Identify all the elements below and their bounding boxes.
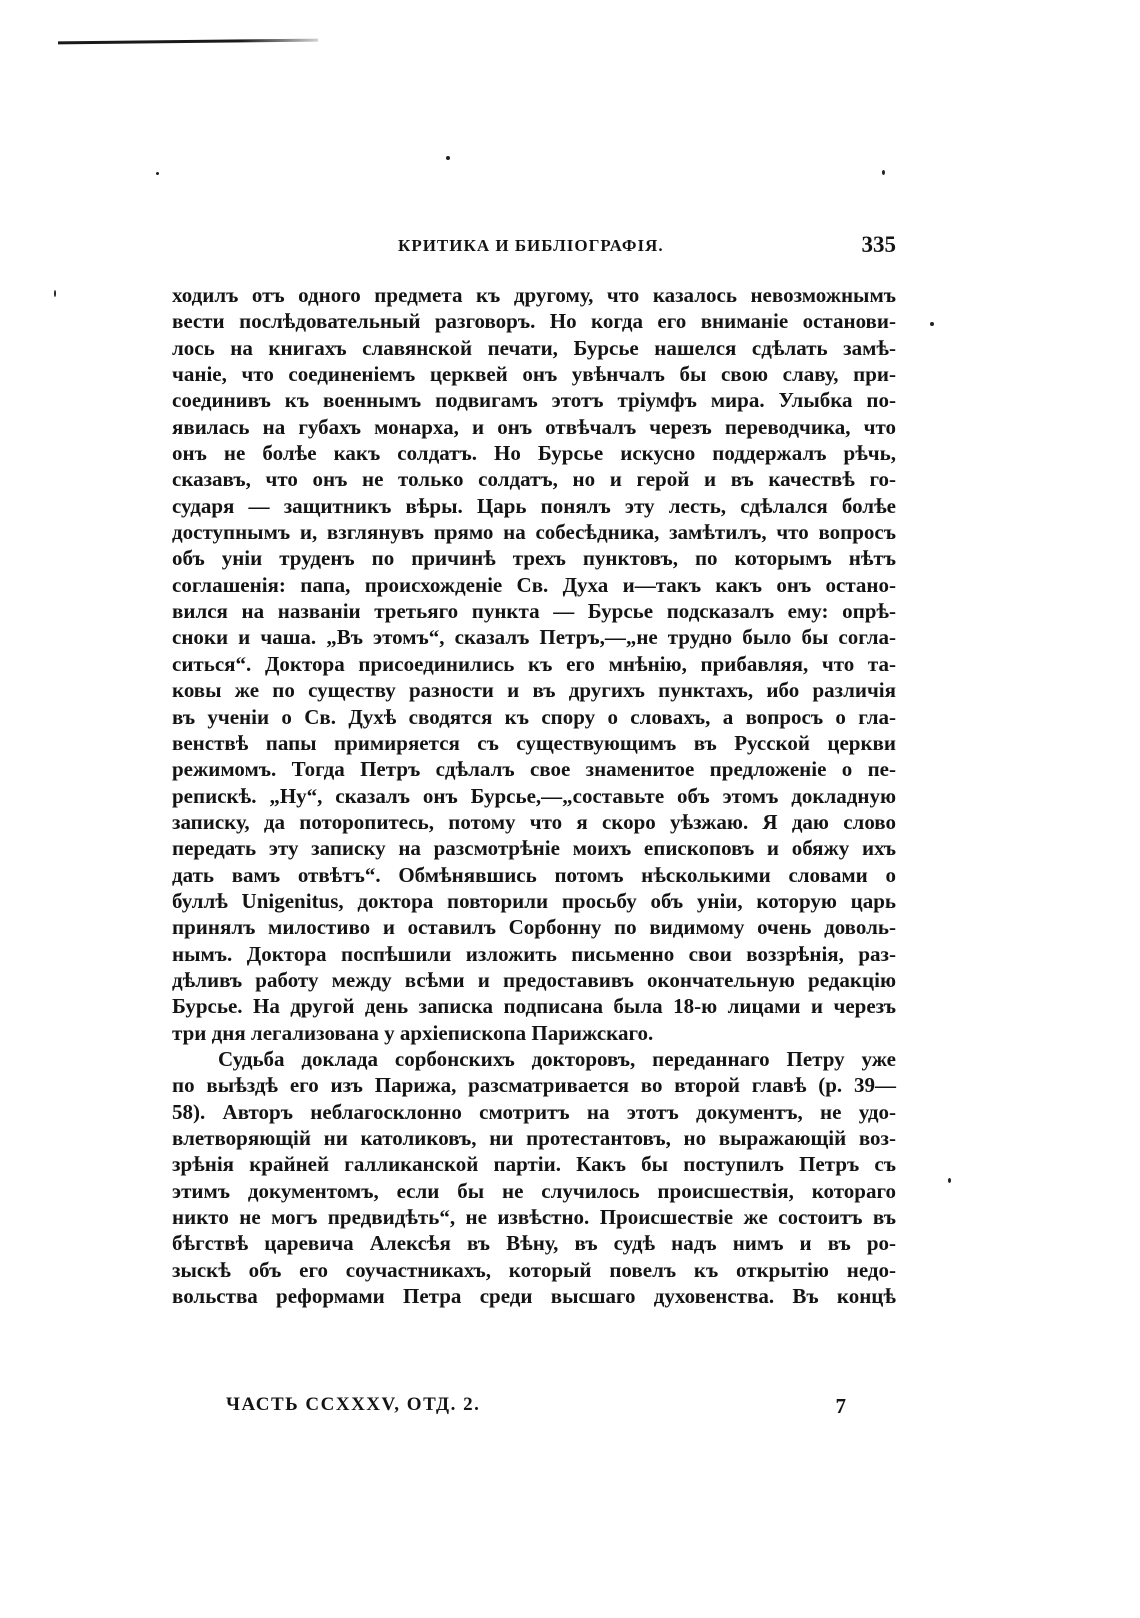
- text-line: по выѣздѣ его изъ Парижа, разсматривается во второй главѣ (p. 39—: [172, 1073, 896, 1098]
- text-line: передать эту записку на разсмотрѣніе моихъ епископовъ и обяжу ихъ: [172, 836, 896, 861]
- scan-speck: [882, 170, 885, 175]
- text-line: репискѣ. „Ну“, сказалъ онъ Бурсье,—„составьте объ этомъ докладную: [172, 783, 896, 808]
- text-line: зрѣнія крайней галликанской партіи. Какъ бы поступилъ Петръ съ: [172, 1152, 896, 1177]
- paragraph-last-line: три дня легализована у архіепископа Парижскаго.: [172, 1020, 654, 1045]
- text-line: венствѣ папы примиряется съ существующимъ въ Русской церкви: [172, 730, 896, 755]
- scan-speck: [54, 290, 56, 297]
- text-line: сударя — защитникъ вѣры. Царь понялъ эту лесть, сдѣлался болѣе: [172, 493, 896, 518]
- text-line: ходилъ отъ одного предмета къ другому, что казалось невозможнымъ: [172, 283, 896, 307]
- signature-mark: ЧАСТЬ CCXXXV, ОТД. 2.: [226, 1394, 481, 1415]
- text-line: вести послѣдовательный разговоръ. Но когда его вниманіе останови-: [172, 309, 896, 334]
- text-line: сказавъ, что онъ не только солдатъ, но и герой и въ качествѣ го-: [172, 467, 896, 492]
- scan-speck: [930, 322, 934, 326]
- sheet-number: 7: [835, 1394, 846, 1418]
- text-line: соединивъ къ военнымъ подвигамъ этотъ тріумфъ мира. Улыбка по-: [172, 388, 896, 413]
- text-line: явилась на губахъ монарха, и онъ отвѣчалъ черезъ переводчика, что: [172, 414, 896, 439]
- text-line: принялъ милостиво и оставилъ Сорбонну по видимому очень доволь-: [172, 915, 896, 940]
- running-head: [170, 232, 896, 262]
- scan-speck: [446, 156, 450, 160]
- text-line: вился на названіи третьяго пункта — Бурсье подсказалъ ему: опрѣ-: [172, 599, 896, 624]
- text-line: въ ученіи о Св. Духѣ сводятся къ спору о словахъ, а вопросъ о гла-: [172, 704, 896, 729]
- text-line: буллѣ Unigenitus, доктора повторили просьбу объ уніи, которую царь: [172, 888, 896, 913]
- text-line: объ уніи труденъ по причинѣ трехъ пунктовъ, по которымъ нѣтъ: [172, 546, 896, 571]
- text-line: лось на книгахъ славянской печати, Бурсье нашелся сдѣлать замѣ-: [172, 335, 896, 360]
- scan-speck: [948, 1178, 951, 1183]
- text-line: 58). Авторъ неблагосклонно смотритъ на этотъ документъ, не удо-: [172, 1099, 896, 1124]
- text-line: этимъ документомъ, если бы не случилось происшествія, котораго: [172, 1178, 896, 1203]
- page-footer: [226, 1394, 846, 1424]
- body-text: [172, 282, 896, 1309]
- text-line: доступнымъ и, взглянувъ прямо на собесѣдника, замѣтилъ, что вопросъ: [172, 520, 896, 545]
- text-line: ковы же по существу разности и въ другихъ пунктахъ, ибо различія: [172, 678, 896, 703]
- running-title: КРИТИКА И БИБЛІОГРАФІЯ.: [398, 236, 664, 255]
- text-line: Бурсье. На другой день записка подписана была 18-ю лицами и черезъ: [172, 994, 896, 1019]
- text-line: зыскѣ объ его соучастникахъ, который повелъ къ открытію недо-: [172, 1257, 896, 1282]
- text-line: влетворяющій ни католиковъ, ни протестантовъ, но выражающій воз-: [172, 1126, 896, 1150]
- paragraph-first-line: Судьба доклада сорбонскихъ докторовъ, переданнаго Петру уже: [218, 1046, 896, 1071]
- text-line: соглашенія: папа, происхожденіе Св. Духа и—такъ какъ онъ остано-: [172, 572, 896, 597]
- text-line: никто не могъ предвидѣть“, не извѣстно. Происшествіе же состоитъ въ: [172, 1205, 896, 1230]
- scan-speck: [156, 172, 159, 175]
- text-line: вольства реформами Петра среди высшаго духовенства. Въ концѣ: [172, 1284, 896, 1309]
- text-line: онъ не болѣе какъ солдатъ. Но Бурсье искусно поддержалъ рѣчь,: [172, 441, 896, 466]
- scan-edge-mark: [58, 39, 318, 45]
- text-line: дѣливъ работу между всѣми и предоставивъ окончательную редакцію: [172, 967, 896, 992]
- text-line: нымъ. Доктора поспѣшили изложить письменно свои воззрѣнія, раз-: [172, 941, 896, 966]
- page-number: 335: [861, 232, 896, 257]
- text-line: бѣгствѣ царевича Алексѣя въ Вѣну, въ судѣ надъ нимъ и въ ро-: [172, 1231, 896, 1256]
- text-line: режимомъ. Тогда Петръ сдѣлалъ свое знаменитое предложеніе о пе-: [172, 757, 896, 782]
- text-line: сноки и чаша. „Въ этомъ“, сказалъ Петръ,—„не трудно было бы согла-: [172, 625, 896, 650]
- text-line: чаніе, что соединеніемъ церквей онъ увѣнчалъ бы свою славу, при-: [172, 362, 896, 387]
- text-line: дать вамъ отвѣтъ“. Обмѣнявшись потомъ нѣсколькими словами о: [172, 862, 896, 887]
- text-line: ситься“. Доктора присоединились къ его мнѣнію, прибавляя, что та-: [172, 651, 896, 676]
- text-line: записку, да поторопитесь, потому что я скоро уѣзжаю. Я даю слово: [172, 809, 896, 834]
